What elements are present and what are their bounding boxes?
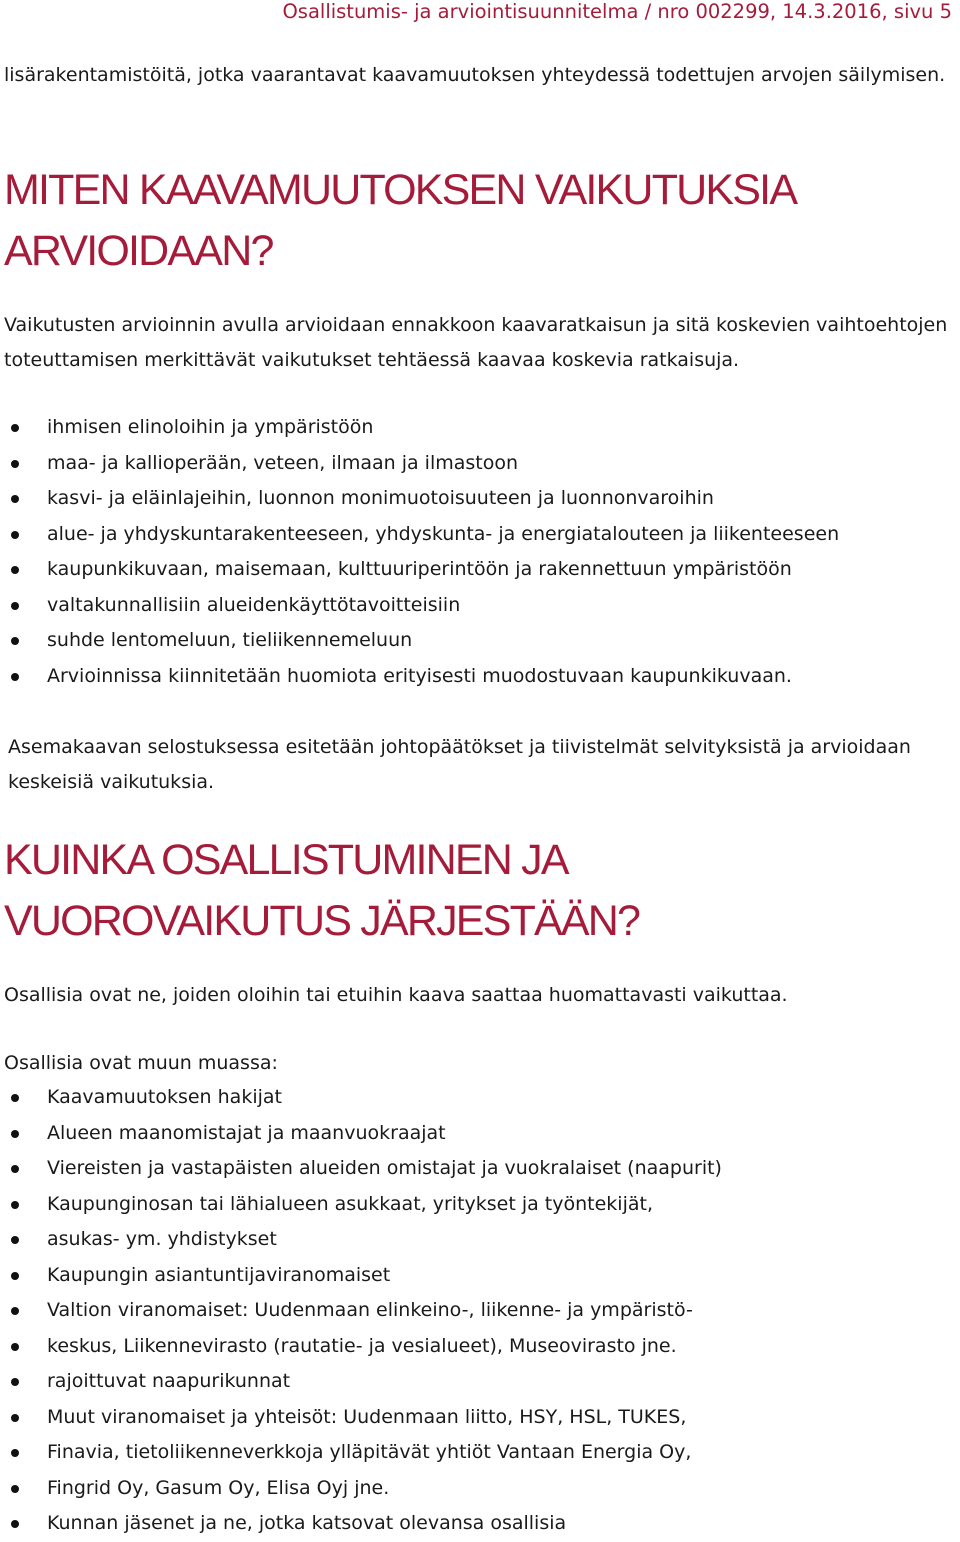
- section1-heading: [4, 160, 954, 282]
- bullet-icon: [11, 1236, 19, 1244]
- intro-paragraph: lisärakentamistöitä, jotka vaarantavat kaavamuutoksen yhteydessä todettujen arvojen säilymisen.: [4, 64, 946, 86]
- list-item: Finavia, tietoliikenneverkkoja ylläpitävät yhtiöt Vantaan Energia Oy,: [0, 1435, 955, 1471]
- bullet-icon: [11, 602, 19, 610]
- bullet-icon: [11, 1094, 19, 1102]
- list-item: maa- ja kallioperään, veteen, ilmaan ja ilmastoon: [0, 446, 955, 482]
- list-item: Arvioinnissa kiinnitetään huomiota erityisesti muodostuvaan kaupunkikuvaan.: [0, 659, 955, 695]
- list-item: ihmisen elinoloihin ja ympäristöön: [0, 410, 955, 446]
- list-item: valtakunnallisiin alueidenkäyttötavoitteisiin: [0, 588, 955, 624]
- bullet-icon: [11, 424, 19, 432]
- list-item: kaupunkikuvaan, maisemaan, kulttuuriperintöön ja rakennettuun ympäristöön: [0, 552, 955, 588]
- bullet-icon: [11, 1272, 19, 1280]
- bullet-icon: [11, 1201, 19, 1209]
- list-item: Viereisten ja vastapäisten alueiden omistajat ja vuokralaiset (naapurit): [0, 1151, 955, 1187]
- list-item: Kaupunginosan tai lähialueen asukkaat, yritykset ja työntekijät,: [0, 1187, 955, 1223]
- bullet-icon: [11, 1307, 19, 1315]
- list-item: Valtion viranomaiset: Uudenmaan elinkeino-, liikenne- ja ympäristö-: [0, 1293, 955, 1329]
- section2-paragraph: Osallisia ovat ne, joiden oloihin tai etuihin kaava saattaa huomattavasti vaikuttaa.: [4, 984, 788, 1006]
- impact-list: [0, 410, 955, 694]
- page-header: Osallistumis- ja arviointisuunnitelma / nro 002299, 14.3.2016, sivu 5: [282, 0, 952, 23]
- bullet-icon: [11, 1414, 19, 1422]
- list-item: Kunnan jäsenet ja ne, jotka katsovat olevansa osallisia: [0, 1506, 955, 1542]
- section1-paragraph: Vaikutusten arvioinnin avulla arvioidaan ennakkoon kaavaratkaisun ja sitä koskevien vaihtoehtojen toteuttamisen merkittävät vaikutukset tehtäessä kaavaa koskevia ratkaisuja.: [4, 314, 948, 371]
- bullet-icon: [11, 1485, 19, 1493]
- bullet-icon: [11, 531, 19, 539]
- list-item: kasvi- ja eläinlajeihin, luonnon monimuotoisuuteen ja luonnonvaroihin: [0, 481, 955, 517]
- list-item: Kaavamuutoksen hakijat: [0, 1080, 955, 1116]
- section2-list-intro: Osallisia ovat muun muassa:: [4, 1052, 278, 1074]
- bullet-icon: [11, 1520, 19, 1528]
- list-item: Muut viranomaiset ja yhteisöt: Uudenmaan liitto, HSY, HSL, TUKES,: [0, 1400, 955, 1436]
- section1-heading-line1: MITEN KAAVAMUUTOKSEN VAIKUTUKSIA: [4, 166, 797, 214]
- list-item: asukas- ym. yhdistykset: [0, 1222, 955, 1258]
- list-item: rajoittuvat naapurikunnat: [0, 1364, 955, 1400]
- bullet-icon: [11, 1130, 19, 1138]
- list-item: alue- ja yhdyskuntarakenteeseen, yhdyskunta- ja energiatalouteen ja liikenteeseen: [0, 517, 955, 553]
- bullet-icon: [11, 1343, 19, 1351]
- list-item: suhde lentomeluun, tieliikennemeluun: [0, 623, 955, 659]
- list-item: Kaupungin asiantuntijaviranomaiset: [0, 1258, 955, 1294]
- bullet-icon: [11, 460, 19, 468]
- bullet-icon: [11, 1378, 19, 1386]
- list-item: Alueen maanomistajat ja maanvuokraajat: [0, 1116, 955, 1152]
- bullet-icon: [11, 637, 19, 645]
- list-item: keskus, Liikennevirasto (rautatie- ja vesialueet), Museovirasto jne.: [0, 1329, 955, 1365]
- bullet-icon: [11, 1449, 19, 1457]
- section2-heading-line1: KUINKA OSALLISTUMINEN JA: [4, 836, 568, 884]
- bullet-icon: [11, 673, 19, 681]
- bullet-icon: [11, 495, 19, 503]
- section1-closing: Asemakaavan selostuksessa esitetään johtopäätökset ja tiivistelmät selvityksistä ja arvioidaan keskeisiä vaikutuksia.: [8, 736, 911, 793]
- section2-heading: [4, 830, 954, 952]
- list-item: Fingrid Oy, Gasum Oy, Elisa Oyj jne.: [0, 1471, 955, 1507]
- bullet-icon: [11, 566, 19, 574]
- section2-heading-line2: VUOROVAIKUTUS JÄRJESTÄÄN?: [4, 897, 640, 945]
- section1-heading-line2: ARVIOIDAAN?: [4, 227, 273, 275]
- stakeholder-list: [0, 1080, 955, 1542]
- bullet-icon: [11, 1165, 19, 1173]
